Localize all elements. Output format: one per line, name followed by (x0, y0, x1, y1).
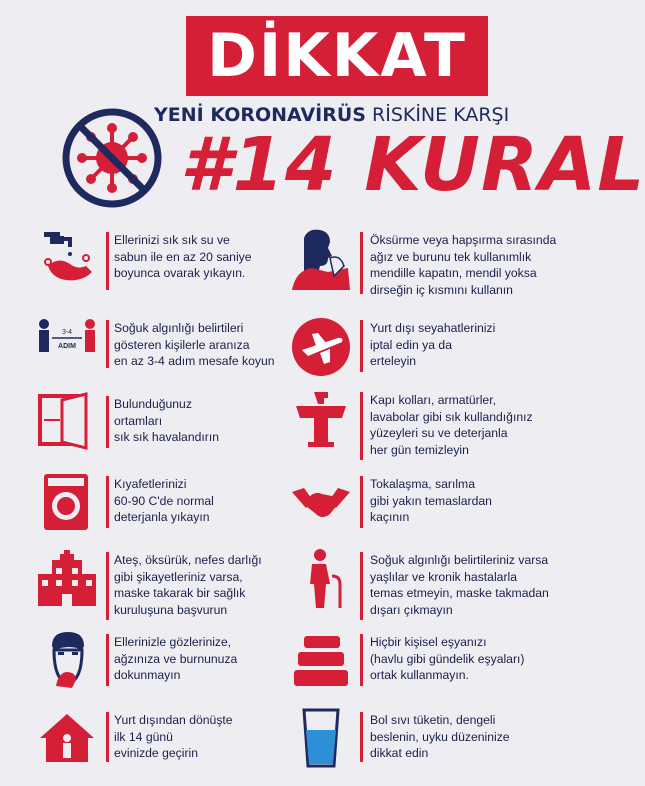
rule-distance (0, 316, 275, 394)
rule-text: Ellerinizi sık sık su ve sabun ile en az 20 saniye boyunca ovarak yıkayın. (114, 233, 252, 280)
rule-bar (360, 712, 363, 762)
rule-elderly (290, 548, 560, 626)
rule-text: Yurt dışından dönüşte ilk 14 günü evinizde geçirin (114, 713, 233, 760)
rule-text: Bol sıvı tüketin, dengeli beslenin, uyku düzeninize dikkat edin (370, 713, 510, 760)
rule-bar (106, 552, 109, 620)
rule-bar (106, 232, 109, 290)
rule-fluids (290, 708, 560, 786)
sink-icon (290, 388, 352, 450)
rule-text: Kıyafetlerinizi 60-90 C'de normal deterjanla yıkayın (114, 477, 214, 524)
main-title: #14 KURAL (180, 122, 645, 208)
rule-ventilate (0, 392, 270, 470)
home-stay-icon (36, 708, 98, 770)
rule-text: Tokalaşma, sarılma gibi yakın temaslardan kaçının (370, 477, 492, 524)
cough-icon (290, 228, 352, 290)
rule-bar (360, 476, 363, 528)
rule-handwash (0, 228, 270, 306)
subtitle-rest: RİSKİNE KARŞI (365, 104, 510, 126)
rule-bar (106, 396, 109, 448)
rule-face-touch (0, 630, 270, 708)
rule-text: Hiçbir kişisel eşyanızı (havlu gibi gündelik eşyaları) ortak kullanmayın. (370, 635, 525, 682)
handwash-icon (36, 228, 98, 290)
no-virus-icon (60, 106, 164, 210)
rule-text: Ellerinizle gözlerinize, ağzınıza ve burnunuza dokunmayın (114, 635, 238, 682)
rule-bar (360, 320, 363, 372)
rule-text: Yurt dışı seyahatlerinizi iptal edin ya da erteleyin (370, 321, 496, 368)
dikkat-banner (186, 16, 488, 96)
towels-icon (290, 630, 352, 692)
rule-no-contact (290, 472, 560, 550)
rule-bar (360, 552, 363, 620)
airplane-icon (290, 316, 352, 378)
rule-bar (360, 392, 363, 460)
rule-clean (290, 388, 560, 466)
rule-hospital (0, 548, 270, 626)
svg-text:ADIM: ADIM (58, 343, 76, 350)
rule-bar (106, 476, 109, 528)
rule-bar (106, 634, 109, 686)
washing-machine-icon (36, 472, 98, 534)
water-glass-icon (290, 708, 352, 770)
handshake-icon (290, 472, 352, 534)
rule-text: Ateş, öksürük, nefes darlığı gibi şikayetleriniz varsa, maske takarak bir sağlık kuruluşuna başvurun (114, 553, 262, 617)
rule-text: Soğuk algınlığı belirtileriniz varsa yaşlılar ve kronik hastalarla temas etmeyin, maske takmadan dışarı çıkmayın (370, 553, 549, 617)
face-touch-icon (36, 630, 98, 692)
rule-bar (106, 320, 109, 368)
rule-personal-items (290, 630, 560, 708)
rule-text: Bulunduğunuz ortamları sık sık havalandırın (114, 397, 219, 444)
window-icon (36, 392, 98, 454)
banner-text: DİKKAT (207, 21, 467, 91)
rule-stay-home (0, 708, 270, 786)
svg-text:3-4: 3-4 (61, 329, 73, 336)
rule-bar (106, 712, 109, 762)
rule-text: Soğuk algınlığı belirtileri gösteren kişilerle aranıza en az 3-4 adım mesafe koyun (114, 321, 275, 368)
hospital-icon (36, 548, 98, 610)
rule-cough (290, 228, 560, 306)
elderly-icon (290, 548, 352, 610)
rule-bar (360, 634, 363, 686)
rule-text: Kapı kolları, armatürler, lavabolar gibi sık kullandığınız yüzeyleri su ve deterjanla her gün temizleyin (370, 393, 533, 457)
subtitle-bold: YENİ KORONAVİRÜS (154, 104, 366, 126)
rule-bar (360, 232, 363, 294)
rule-text: Öksürme veya hapşırma sırasında ağız ve burunu tek kullanımlık mendille kapatın, mendil yoksa dirseğin iç kısmını kullanın (370, 233, 557, 297)
rule-travel (290, 316, 560, 394)
distance-icon (36, 316, 98, 378)
rule-laundry (0, 472, 270, 550)
